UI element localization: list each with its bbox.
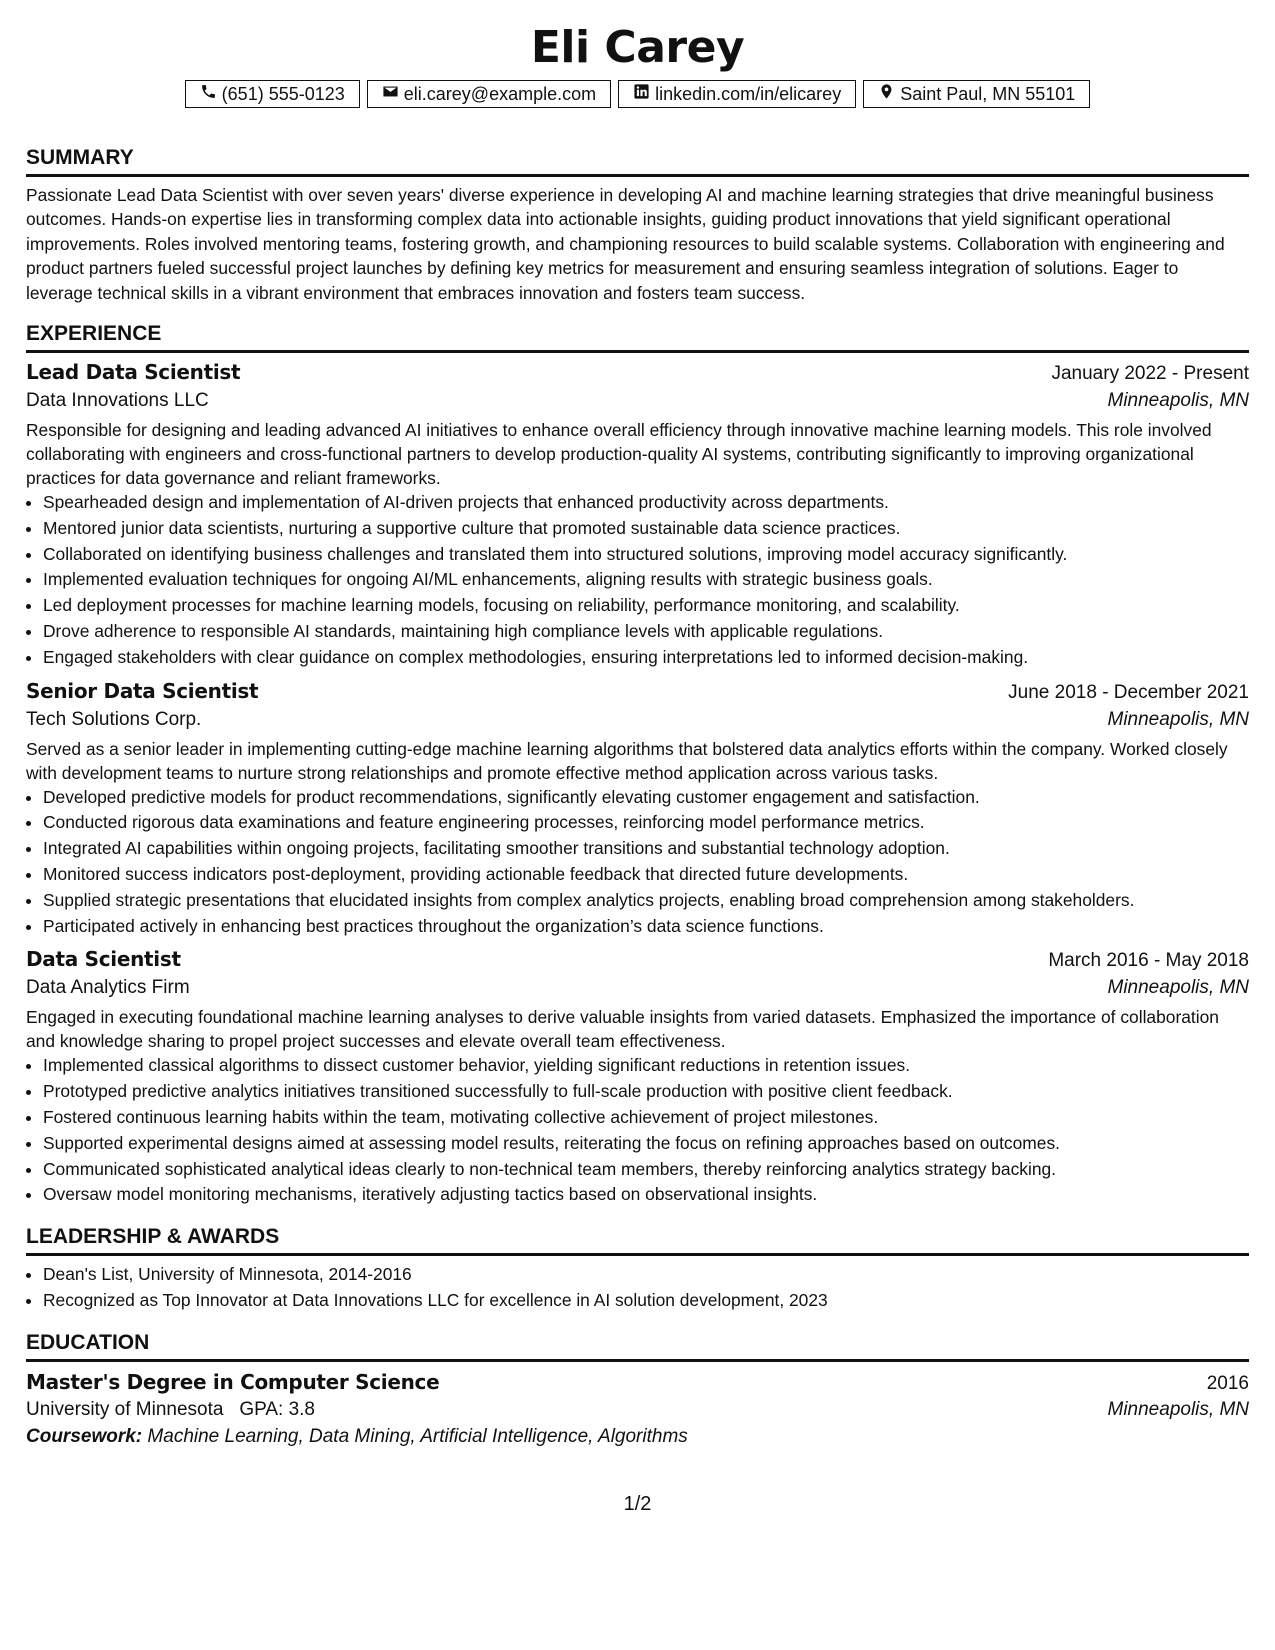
coursework-label: Coursework:: [26, 1425, 143, 1447]
list-item: • Dean's List, University of Minnesota, 2014-2016: [43, 1262, 1249, 1288]
job-title: Lead Data Scientist: [26, 360, 241, 385]
location-text: Saint Paul, MN 55101: [900, 83, 1076, 104]
job-bullets: [26, 785, 1249, 940]
list-item: • Implemented classical algorithms to dissect customer behavior, yielding significant reductions in retention issues.: [43, 1053, 1249, 1079]
job-dates: March 2016 - May 2018: [1048, 950, 1249, 972]
coursework-list: Machine Learning, Data Mining, Artificial Intelligence, Algorithms: [147, 1425, 688, 1447]
linkedin-icon: [633, 83, 650, 105]
summary-text: Passionate Lead Data Scientist with over seven years' diverse experience in developing AI and machine learning strategies that drive meaningful business outcomes. Hands-on expertise lies in transforming complex data into actionable insights, guiding product innovations that yield significant operational improvements. Roles involved mentoring teams, fostering growth, and championing resources to build scalable systems. Collaboration with engineering and product partners fueled successful project launches by defining key metrics for measurement and ensuring seamless integration of solutions. Eager to leverage technical skills in a vibrant environment that embraces innovation and fosters team success.: [26, 185, 1225, 303]
degree-title: Master's Degree in Computer Science: [26, 1369, 440, 1394]
job-entry: [26, 360, 1249, 671]
job-title: Senior Data Scientist: [26, 678, 259, 703]
list-item: • Engaged stakeholders with clear guidance on complex methodologies, ensuring interpretations led to informed decision-making.: [43, 645, 1249, 671]
list-item: • Monitored success indicators post-deployment, providing actionable feedback that directed future developments.: [43, 862, 1249, 888]
job-header: [26, 679, 1249, 704]
map-pin-icon: [878, 83, 895, 105]
email-address: eli.carey@example.com: [403, 83, 597, 104]
job-description: Responsible for designing and leading advanced AI initiatives to enhance overall efficiency through innovative machine learning models. This role involved collaborating with engineers and cross-functional partners to develop production-quality AI systems, contributing significantly to improving organizational practices for data governance and reliant frameworks.: [26, 420, 1212, 489]
gpa: GPA: 3.8: [239, 1398, 315, 1420]
location-chip: [863, 80, 1090, 108]
candidate-name: Eli Carey: [530, 22, 745, 73]
school-location: Minneapolis, MN: [1107, 1398, 1249, 1420]
linkedin-url: linkedin.com/in/elicarey: [655, 83, 842, 104]
list-item: • Developed predictive models for product recommendations, significantly elevating customer engagement and satisfaction.: [43, 785, 1249, 811]
job-dates: June 2018 - December 2021: [1008, 681, 1249, 703]
section-title-summary: SUMMARY: [26, 145, 1249, 177]
leadership-section: [26, 1224, 1249, 1314]
section-title-leadership: LEADERSHIP & AWARDS: [26, 1224, 1249, 1256]
job-dates: January 2022 - Present: [1051, 363, 1249, 385]
job-subheader: [26, 709, 1249, 731]
list-item: • Prototyped predictive analytics initiatives transitioned successfully to full-scale production with positive client feedback.: [43, 1079, 1249, 1105]
summary-section: [26, 145, 1249, 305]
school-name: University of Minnesota: [26, 1398, 224, 1420]
phone-icon: [200, 83, 217, 105]
school-info: [26, 1399, 315, 1421]
job-subheader: [26, 390, 1249, 412]
list-item: • Participated actively in enhancing best practices throughout the organization’s data science functions.: [43, 914, 1249, 940]
list-item: • Recognized as Top Innovator at Data Innovations LLC for excellence in AI solution development, 2023: [43, 1288, 1249, 1314]
job-location: Minneapolis, MN: [1107, 708, 1249, 730]
resume-page: [26, 0, 1249, 1448]
job-description: Engaged in executing foundational machine learning analyses to derive valuable insights from varied datasets. Emphasized the importance of collaboration and knowledge sharing to propel project successes and elevate overall team effectiveness.: [26, 1007, 1219, 1052]
section-title-education: EDUCATION: [26, 1330, 1249, 1362]
phone-chip[interactable]: [185, 80, 360, 108]
section-title-experience: EXPERIENCE: [26, 321, 1249, 353]
job-location: Minneapolis, MN: [1107, 977, 1249, 999]
job-bullets: [26, 490, 1249, 671]
experience-section: [26, 321, 1249, 1208]
list-item: • Implemented evaluation techniques for ongoing AI/ML enhancements, aligning results with strategic business goals.: [43, 567, 1249, 593]
job-entry: [26, 679, 1249, 940]
education-header: [26, 1370, 1249, 1395]
education-subheader: [26, 1399, 1249, 1421]
list-item: • Oversaw model monitoring mechanisms, iteratively adjusting tactics based on observational insights.: [43, 1182, 1249, 1208]
list-item: • Collaborated on identifying business challenges and translated them into structured solutions, improving model accuracy significantly.: [43, 542, 1249, 568]
list-item: • Supported experimental designs aimed at assessing model results, reiterating the focus on refining approaches based on outcomes.: [43, 1131, 1249, 1157]
list-item: • Mentored junior data scientists, nurturing a supportive culture that promoted sustainable data science practices.: [43, 516, 1249, 542]
job-company: Data Innovations LLC: [26, 390, 209, 412]
list-item: • Integrated AI capabilities within ongoing projects, facilitating smoother transitions and substantial technology adoption.: [43, 836, 1249, 862]
job-company: Data Analytics Firm: [26, 977, 190, 999]
job-company: Tech Solutions Corp.: [26, 708, 202, 730]
education-section: [26, 1330, 1249, 1448]
list-item: • Led deployment processes for machine learning models, focusing on reliability, performance monitoring, and scalability.: [43, 593, 1249, 619]
page-number: 1/2: [623, 1493, 652, 1515]
list-item: • Fostered continuous learning habits within the team, motivating collective achievement of project milestones.: [43, 1105, 1249, 1131]
contact-bar: [26, 80, 1249, 108]
job-location: Minneapolis, MN: [1107, 390, 1249, 412]
job-header: [26, 947, 1249, 972]
job-title: Data Scientist: [26, 947, 181, 972]
job-description: Served as a senior leader in implementing cutting-edge machine learning algorithms that bolstered data analytics efforts within the company. Worked closely with development teams to nurture strong relationships and promote effective method application across various tasks.: [26, 738, 1228, 783]
list-item: • Drove adherence to responsible AI standards, maintaining high compliance levels with applicable regulations.: [43, 619, 1249, 645]
phone-number: (651) 555-0123: [221, 83, 345, 104]
job-entry: [26, 947, 1249, 1208]
list-item: • Spearheaded design and implementation of AI-driven projects that enhanced productivity across departments.: [43, 490, 1249, 516]
job-subheader: [26, 977, 1249, 999]
job-header: [26, 360, 1249, 385]
envelope-icon: [382, 83, 399, 105]
linkedin-chip[interactable]: [618, 80, 856, 108]
graduation-year: 2016: [1206, 1372, 1249, 1394]
coursework: [26, 1426, 1249, 1448]
list-item: • Supplied strategic presentations that elucidated insights from complex analytics projects, enabling broad comprehension among stakeholders.: [43, 888, 1249, 914]
awards-list: [26, 1262, 1249, 1314]
list-item: • Conducted rigorous data examinations and feature engineering processes, reinforcing model performance metrics.: [43, 810, 1249, 836]
list-item: • Communicated sophisticated analytical ideas clearly to non-technical team members, thereby reinforcing analytics strategy backing.: [43, 1157, 1249, 1183]
email-chip[interactable]: [367, 80, 611, 108]
job-bullets: [26, 1053, 1249, 1208]
